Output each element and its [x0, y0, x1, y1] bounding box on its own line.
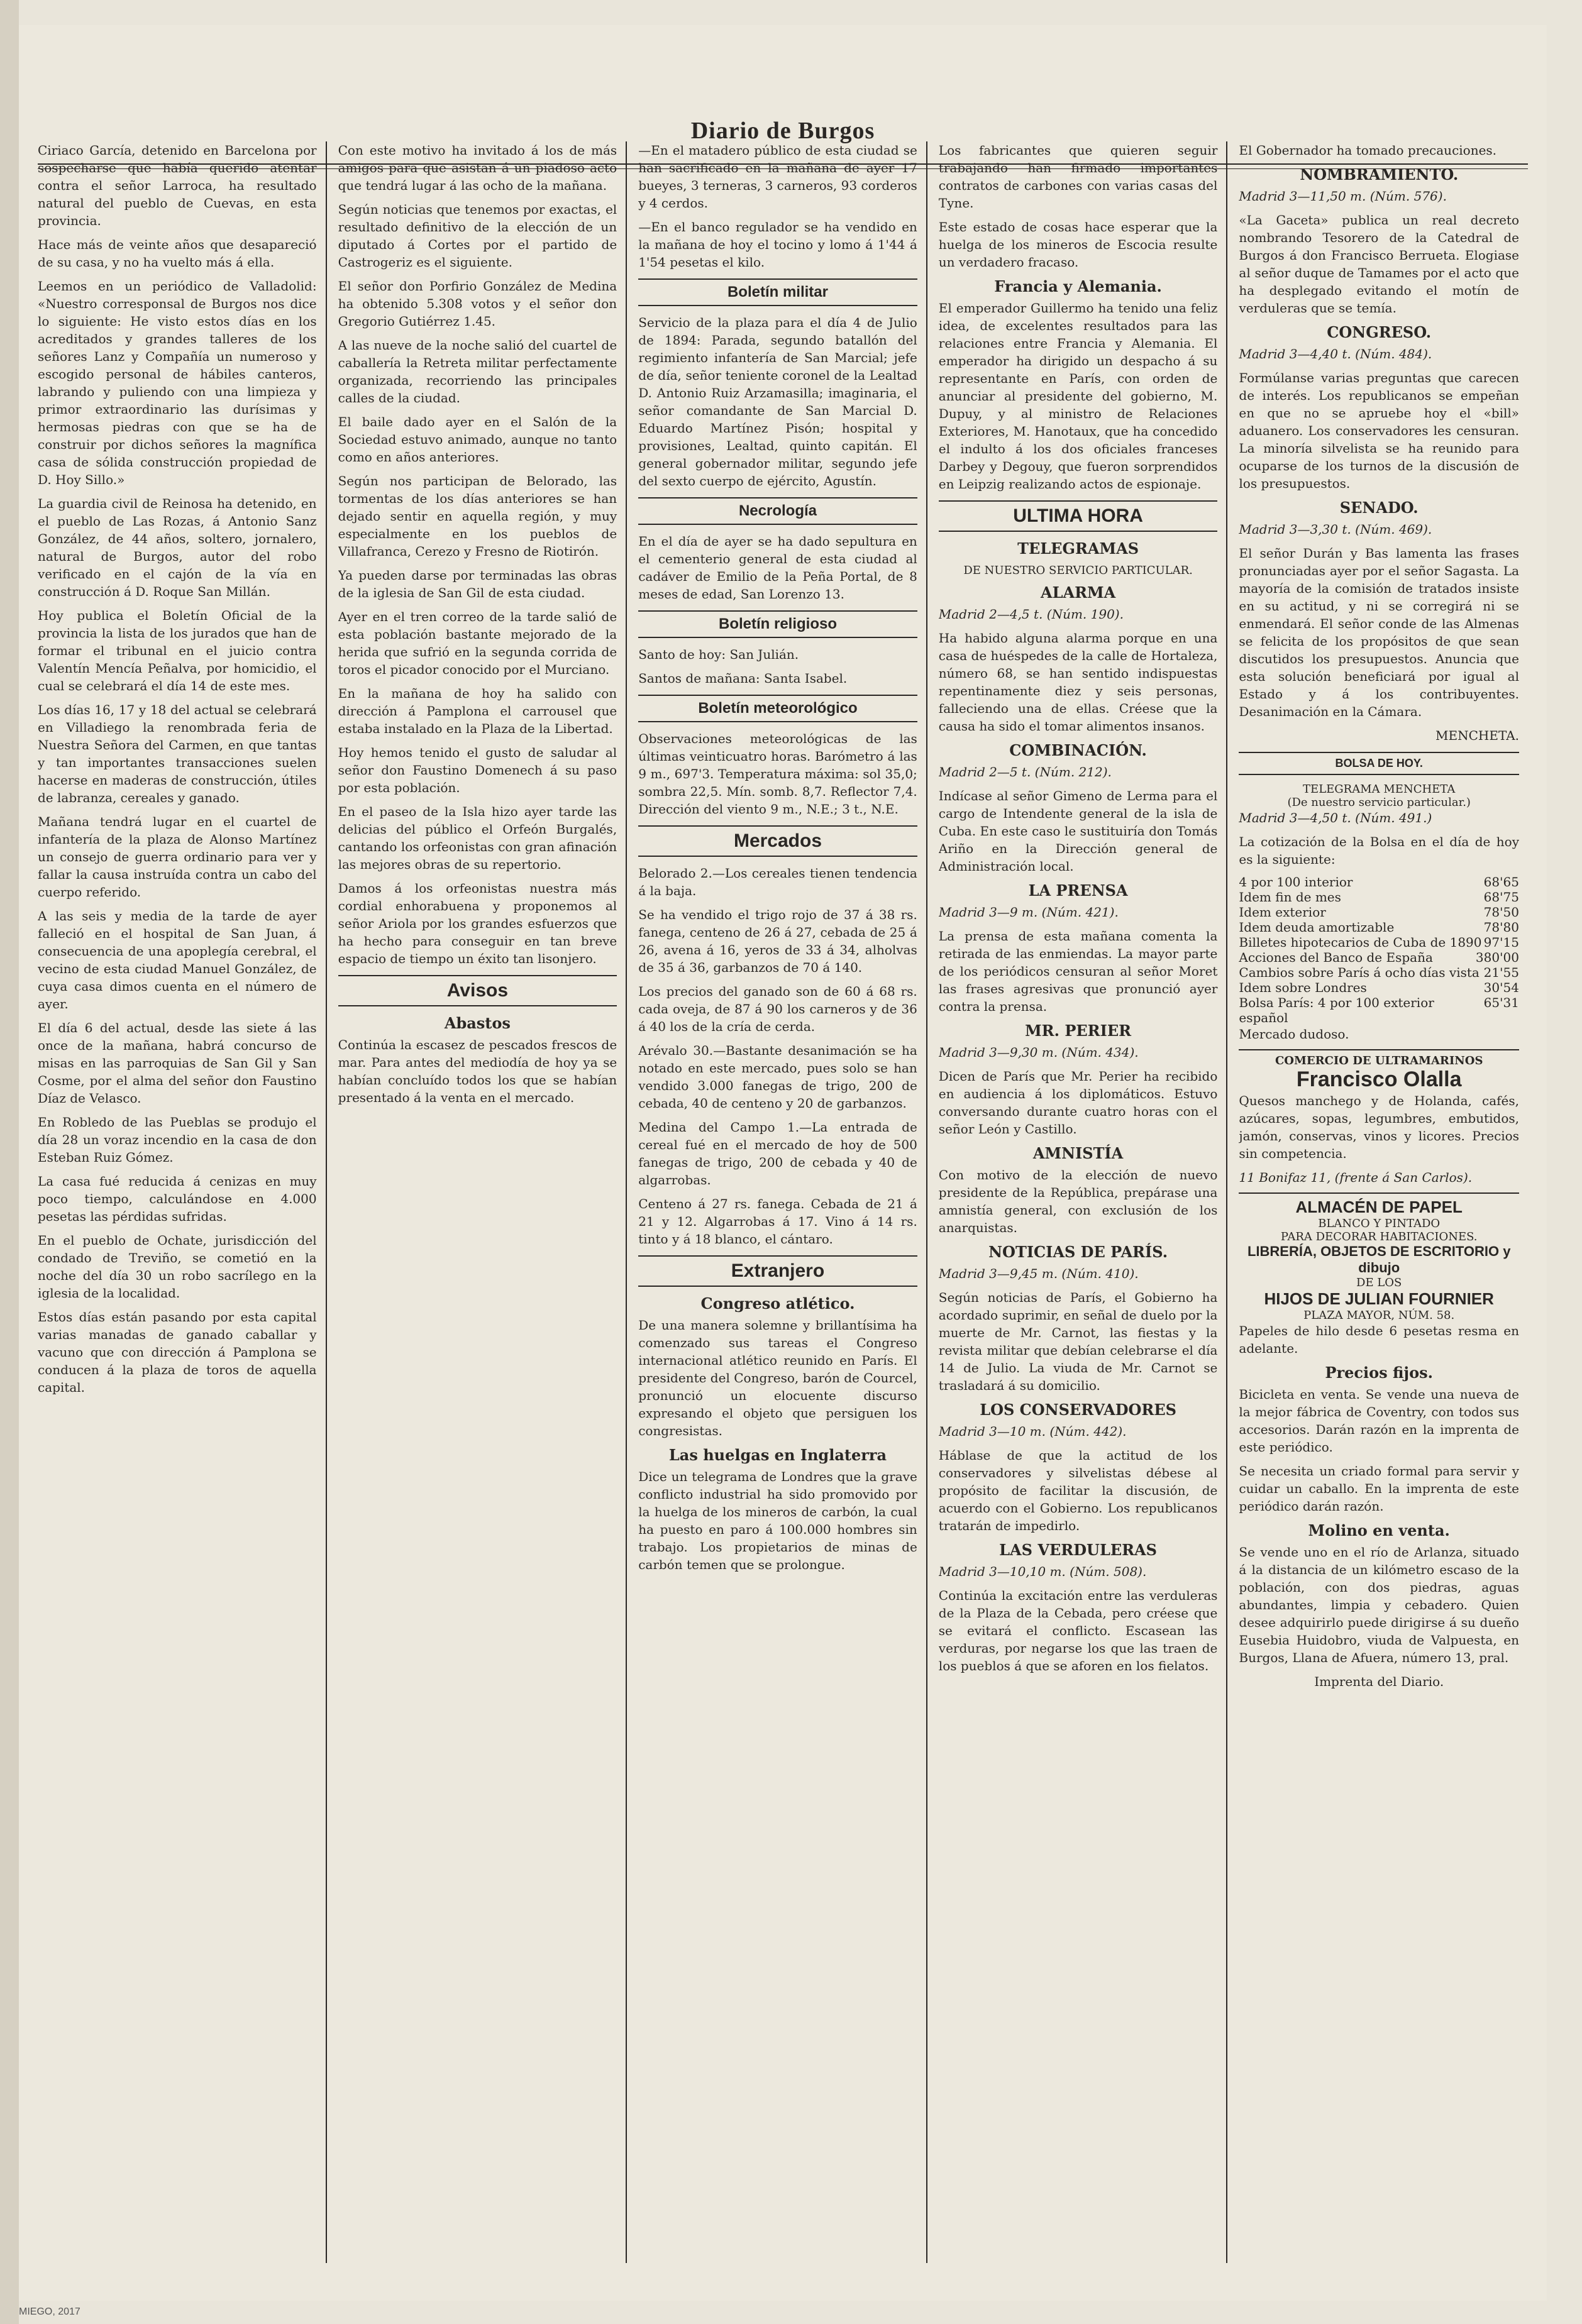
- telegram-dateline: Madrid 3—9 m. (Núm. 421).: [938, 905, 1119, 920]
- ultima-hora-heading: ULTIMA HORA: [939, 500, 1218, 532]
- article-paragraph: Los días 16, 17 y 18 del actual se celebrará en Villadiego la renombrada feria de Nuestra Señora del Carmen, en que tantas y tan importantes transacciones suelen hacerse en maderas de construcción, útiles de labranza, cereales y ganado.: [38, 702, 317, 805]
- article-paragraph: Hoy hemos tenido el gusto de saludar al señor don Faustino Domenech á su paso por esta población.: [338, 745, 617, 795]
- bolsa-row: [1239, 950, 1519, 965]
- ad-ultramarinos-text: Quesos manchego y de Holanda, cafés, azúcares, sopas, legumbres, embutidos, jamón, conservas, vinos y licores. Precios sin competencia.: [1239, 1093, 1519, 1161]
- mercados-paragraph: Se ha vendido el trigo rojo de 37 á 38 rs. fanega, centeno de 26 á 27, cebada de 25 á 26, avena á 16, yeros de 33 á 34, alholvas de 35 á 36, garbanzos de 70 á 140.: [638, 907, 917, 975]
- mercados-heading: Mercados: [638, 825, 917, 857]
- article-paragraph: Los fabricantes que quieren seguir trabajando han firmado importantes contratos de carbones con varias casas del Tyne.: [938, 143, 1218, 211]
- column-3: [638, 141, 927, 2263]
- extranjero-heading: Extranjero: [638, 1255, 917, 1287]
- article-paragraph: En Robledo de las Pueblas se produjo el día 28 un voraz incendio en la casa de don Esteban Ruiz Gómez.: [38, 1115, 317, 1165]
- article-paragraph: —En el banco regulador se ha vendido en la mañana de hoy el tocino y lomo á 1'44 á 1'54 pesetas el kilo.: [638, 219, 917, 270]
- article-paragraph: A las nueve de la noche salió del cuartel de caballería la Retreta militar perfectamente organizada, recorriendo las principales calles de la ciudad.: [338, 338, 617, 405]
- bolsa-label: Cambios sobre París á ocho días vista: [1239, 965, 1480, 980]
- bolsa-value: 380'00: [1475, 950, 1519, 965]
- bolsa-label: Idem fin de mes: [1239, 889, 1341, 905]
- article-paragraph: La guardia civil de Reinosa ha detenido, en el pueblo de Las Rozas, á Antonio Sanz González, de 44 años, soltero, jornalero, natural de Burgos, autor del robo verificado en el cajón de la vía en construcción á D. Roque San Millán.: [38, 496, 317, 599]
- article-paragraph: El Gobernador ha tomado precauciones.: [1239, 143, 1497, 158]
- bolsa-row: [1239, 995, 1519, 1025]
- article-paragraph: En la mañana de hoy ha salido con dirección á Pamplona el carrousel que estaba instalado en la Plaza de la Libertad.: [338, 686, 617, 736]
- boletin-religioso-heading: Boletín religioso: [638, 610, 917, 638]
- telegram-text: Formúlanse varias preguntas que carecen de interés. Los republicanos se empeñan en que no se apruebe hoy el «bill» aduanero. Los conservadores les censuran. La minoría silvelista se ha reunido para ocuparse de los turnos de la discusión de los presupuestos.: [1239, 370, 1519, 491]
- bolsa-intro: La cotización de la Bolsa en el día de hoy es la siguiente:: [1239, 834, 1519, 867]
- ad-papel: [1239, 1192, 1519, 1382]
- meteo-text: Observaciones meteorológicas de las últimas veinticuatro horas. Barómetro á las 9 m., 697'3. Temperatura máxima: sol 35,0; sombra 22,5. Mín. somb. 8,7. Reflector 7,4. Dirección del viento 9 m., N.E.; 3 t., N.E.: [638, 731, 917, 817]
- article-paragraph: Estos días están pasando por esta capital varias manadas de ganado caballar y vacuno que con dirección á Pamplona se conducen á la plaza de toros de aquella capital.: [38, 1309, 317, 1395]
- article-paragraph: Mañana tendrá lugar en el cuartel de infantería de la plaza de Alonso Martínez un consejo de guerra ordinario para ver y fallar la causa instruída contra un cabo del cuerpo referido.: [38, 814, 317, 900]
- telegram-heading: MR. PERIER: [1025, 1022, 1132, 1040]
- article-paragraph: Damos á los orfeonistas nuestra más cordial enhorabuena y proponemos al señor Ariola por los grandes esfuerzos que ha hecho para conseguir en tan breve espacio de tiempo un éxito tan lisonjero.: [338, 881, 617, 966]
- molino-heading: Molino en venta.: [1308, 1521, 1450, 1539]
- boletin-militar-text: Servicio de la plaza para el día 4 de Julio de 1894: Parada, segundo batallón del regimiento infantería de San Marcial; jefe de día, señor teniente coronel de la Lealtad D. Antonio Ruiz Arzamasilla; imaginaria, el señor comandante de San Marcial D. Eduardo Martínez Pisón; hospital y provisiones, Lealtad, quinto capitán. El general gobernador militar, segundo jefe del sexto cuerpo de ejército, Agustín.: [638, 315, 917, 488]
- column-1: [38, 141, 327, 2263]
- newspaper-title: Diario de Burgos: [690, 118, 875, 144]
- ad-ultramarinos-heading: COMERCIO DE ULTRAMARINOS: [1275, 1054, 1483, 1067]
- bolsa-value: 21'55: [1483, 965, 1519, 980]
- article-paragraph: Ya pueden darse por terminadas las obras de la iglesia de San Gil de esta ciudad.: [338, 568, 617, 600]
- congreso-atletico-text: De una manera solemne y brillantísima ha comenzado sus tareas el Congreso internacional atlético reunido en París. El presidente del Congreso, barón de Courcel, pronunció un elocuente discurso expresando el objeto que persiguen los congresistas.: [638, 1318, 917, 1438]
- telegram-heading: CONGRESO.: [1327, 323, 1432, 341]
- mercados-paragraph: Los precios del ganado son de 60 á 68 rs. cada oveja, de 87 á 90 los carneros y de 36 á 40 los de la cría de cerda.: [638, 984, 917, 1034]
- mercados-paragraph: Belorado 2.—Los cereales tienen tendencia á la baja.: [638, 866, 917, 898]
- boletin-militar-heading: Boletín militar: [638, 278, 917, 306]
- telegram-text: El señor Durán y Bas lamenta las frases pronunciadas ayer por el señor Sagasta. La mayoría de la comisión de tratados insiste en su actitud, y ni se corregirá ni se enmendará. El señor conde de las Almenas se felicita de los propósitos de que sean discutidos los presupuestos. Anuncia que esta solución beneficiará por igual al Estado y á los contribuyentes. Desanimación en la Cámara.: [1239, 546, 1519, 719]
- mercados-paragraph: Medina del Campo 1.—La entrada de cereal fué en el mercado de hoy de 500 fanegas de trigo, 200 de cebada y 40 de algarrobas.: [638, 1120, 917, 1187]
- bolsa-label: Idem deuda amortizable: [1239, 920, 1395, 935]
- congreso-atletico-heading: Congreso atlético.: [700, 1294, 855, 1313]
- santo-manana: Santos de mañana: Santa Isabel.: [638, 671, 848, 686]
- telegram-heading: NOTICIAS DE PARÍS.: [988, 1243, 1168, 1261]
- article-paragraph: En el paseo de la Isla hizo ayer tarde las delicias del público el Orfeón Burgalés, cantando los orfeonistas con gran afinación las mejores obras de su repertorio.: [338, 804, 617, 872]
- telegram-dateline: Madrid 2—4,5 t. (Núm. 190).: [938, 607, 1124, 622]
- signature: MENCHETA.: [1435, 728, 1519, 743]
- bolsa-row: [1239, 905, 1519, 920]
- article-paragraph: Hace más de veinte años que desapareció de su casa, y no ha vuelto más á ella.: [38, 237, 317, 270]
- telegram-text: Según noticias de París, el Gobierno ha acordado suprimir, en señal de duelo por la muerte de Mr. Carnot, las fiestas y la revista militar que debían celebrarse el día 14 de Julio. La viuda de Mr. Carnot se trasladará á su domicilio.: [938, 1290, 1218, 1393]
- telegram-heading: LA PRENSA: [1028, 881, 1128, 900]
- ad-papel-heading: ALMACÉN DE PAPEL: [1295, 1198, 1463, 1216]
- servicio-label: DE NUESTRO SERVICIO PARTICULAR.: [963, 564, 1193, 577]
- masthead: [19, 63, 1547, 144]
- francia-alemania-heading: Francia y Alemania.: [994, 277, 1162, 295]
- bolsa-row: [1239, 935, 1519, 950]
- bolsa-value: 97'15: [1483, 935, 1519, 950]
- bolsa-dateline: Madrid 3—4,50 t. (Núm. 491.): [1239, 810, 1432, 825]
- telegram-heading: AMNISTÍA: [1032, 1144, 1124, 1162]
- imprenta: Imprenta del Diario.: [1314, 1674, 1444, 1689]
- article-paragraph: Este estado de cosas hace esperar que la huelga de los mineros de Escocia resulte un verdadero fracaso.: [938, 219, 1218, 270]
- avisos-heading: Avisos: [338, 975, 617, 1006]
- bolsa-label: Idem sobre Londres: [1239, 980, 1367, 995]
- telegram-dateline: Madrid 3—9,30 m. (Núm. 434).: [938, 1045, 1139, 1060]
- article-paragraph: A las seis y media de la tarde de ayer falleció en el hospital de San Juan, á consecuencia de una apoplegía cerebral, el vecino de esta ciudad Manuel González, de cuya casa dimos cuenta en el número de ayer.: [38, 908, 317, 1011]
- bolsa-heading: BOLSA DE HOY.: [1239, 752, 1519, 775]
- mercados-paragraph: Arévalo 30.—Bastante desanimación se ha notado en este mercado, pues solo se han vendido 3.000 fanegas de trigo, 200 de cebada, 40 de centeno y 20 de garbanzos.: [638, 1043, 917, 1111]
- ad-bicicleta: Bicicleta en venta. Se vende una nueva de la mejor fábrica de Coventry, con todos sus accesorios. Darán razón en la imprenta de este periódico.: [1239, 1387, 1519, 1455]
- ad-ultramarinos-name: Francisco Olalla: [1296, 1067, 1462, 1091]
- telegram-dateline: Madrid 2—5 t. (Núm. 212).: [938, 764, 1112, 779]
- bolsa-label: Acciones del Banco de España: [1239, 950, 1433, 965]
- francia-alemania-text: El emperador Guillermo ha tenido una feliz idea, de excelentes resultados para las relaciones entre Francia y Alemania. El emperador ha dirigido un despacho á su representante en París, con orden de anunciar al presidente del gobierno, M. Dupuy, y al ministro de Relaciones Exteriores, M. Hanotaux, que ha concedido el indulto á los dos oficiales franceses Darbey y Degouy, que fueron sorprendidos en Leipzig realizando actos de espionaje.: [938, 300, 1218, 492]
- bolsa-closing: Mercado dudoso.: [1239, 1027, 1349, 1042]
- ad-papel-name: HIJOS DE JULIAN FOURNIER: [1264, 1289, 1494, 1308]
- telegram-dateline: Madrid 3—4,40 t. (Núm. 484).: [1239, 346, 1432, 361]
- telegram-dateline: Madrid 3—10 m. (Núm. 442).: [938, 1424, 1127, 1439]
- necrologia-heading: Necrología: [638, 497, 917, 525]
- ad-criado: Se necesita un criado formal para servir y cuidar un caballo. En la imprenta de este periódico darán razón.: [1239, 1463, 1519, 1514]
- bolsa-label: Billetes hipotecarios de Cuba de 1890: [1239, 935, 1482, 950]
- bolsa-value: 78'50: [1483, 905, 1519, 920]
- ad-ultramarinos-address: 11 Bonifaz 11, (frente á San Carlos).: [1239, 1170, 1473, 1185]
- boletin-meteorologico-heading: Boletín meteorológico: [638, 695, 917, 722]
- telegram-text: La prensa de esta mañana comenta la retirada de las enmiendas. La mayor parte de los periódicos censuran al señor Moret las frases agresivas que pronunció ayer contra la prensa.: [938, 928, 1218, 1014]
- bolsa-subtitle: TELEGRAMA MENCHETA: [1303, 783, 1456, 796]
- bolsa-row: [1239, 920, 1519, 935]
- column-4: [939, 141, 1228, 2263]
- bolsa-label: 4 por 100 interior: [1239, 874, 1353, 889]
- ad-ultramarinos: [1239, 1049, 1519, 1186]
- telegram-text: Háblase de que la actitud de los conservadores y silvelistas débese al propósito de facilitar la discusión, de acuerdo con el Gobierno. Los republicanos tratarán de impedirlo.: [938, 1448, 1218, 1533]
- telegram-dateline: Madrid 3—11,50 m. (Núm. 576).: [1239, 189, 1447, 204]
- newspaper-page: [19, 25, 1547, 2301]
- page-edge: [0, 0, 19, 2324]
- mercados-paragraph: Centeno á 27 rs. fanega. Cebada de 21 á 21 y 12. Algarrobas á 17. Vino á 14 rs. tinto y á 18 blanco, el cántaro.: [638, 1196, 917, 1247]
- telegram-text: Continúa la excitación entre las verduleras de la Plaza de la Cebada, pero créese que se evitará el conflicto. Escasean las verduras, por negarse los que las traen de los pueblos á que se aforen en los fielatos.: [938, 1588, 1218, 1673]
- ad-papel-by: DE LOS: [1356, 1276, 1402, 1289]
- article-paragraph: Ciriaco García, detenido en Barcelona por sospecharse que había querido atentar contra el señor Larroca, ha resultado natural del pueblo de Cuevas, en esta provincia.: [38, 143, 317, 228]
- telegram-dateline: Madrid 3—10,10 m. (Núm. 508).: [938, 1564, 1147, 1579]
- article-paragraph: Leemos en un periódico de Valladolid: «Nuestro corresponsal de Burgos nos dice lo siguiente: He visto estos días en los acreditados y grandes talleres de los señores Lanz y Compañía un numeroso y escogido personal de hábiles canteros, labrando y puliendo con una limpieza y primor extraordinario las durísimas y hermosas piedras con que se ha de construir por dichos señores la magnífica casa de sólida construcción propiedad de D. Hoy Sillo.»: [38, 278, 317, 487]
- ad-papel-sub2: PARA DECORAR HABITACIONES.: [1280, 1230, 1478, 1243]
- abastos-text: Continúa la escasez de pescados frescos de mar. Para antes del mediodía de hoy ya se habían concluído todos los que se habían presentado á la venta en el mercado.: [338, 1037, 617, 1105]
- ad-papel-address: PLAZA MAYOR, NÚM. 58.: [1303, 1309, 1455, 1322]
- telegram-dateline: Madrid 3—3,30 t. (Núm. 469).: [1239, 522, 1432, 537]
- telegram-heading: LAS VERDULERAS: [999, 1541, 1158, 1559]
- precios-fijos: Precios fijos.: [1325, 1363, 1433, 1382]
- article-paragraph: El día 6 del actual, desde las siete á las once de la mañana, habrá concurso de misas en las parroquias de San Gil y San Cosme, por el alma del señor don Faustino Díaz de Velasco.: [38, 1020, 317, 1106]
- huelgas-text: Dice un telegrama de Londres que la grave conflicto industrial ha sido promovido por la huelga de los mineros de carbón, la cual ha puesto en paro á 100.000 hombres sin trabajo. Los propietarios de minas de carbón temen que se prolongue.: [638, 1469, 917, 1572]
- article-paragraph: Con este motivo ha invitado á los de más amigos para que asistan á un piadoso acto que tendrá lugar á las ocho de la mañana.: [338, 143, 617, 193]
- bolsa-row: [1239, 980, 1519, 995]
- article-paragraph: El baile dado ayer en el Salón de la Sociedad estuvo animado, aunque no tanto como en años anteriores.: [338, 414, 617, 465]
- article-paragraph: Ayer en el tren correo de la tarde salió de esta población bastante mejorado de la herida que sufrió en la segunda corrida de toros el picador conocido por el Murciano.: [338, 609, 617, 677]
- bolsa-value: 78'80: [1483, 920, 1519, 935]
- article-paragraph: Según noticias que tenemos por exactas, el resultado definitivo de la elección de un diputado á Cortes por el partido de Castrogeriz es el siguiente.: [338, 202, 617, 270]
- bolsa-label: Bolsa París: 4 por 100 exterior español: [1239, 995, 1434, 1025]
- telegram-text: Ha habido alguna alarma porque en una casa de huéspedes de la calle de Hortaleza, número 68, se han sentido indispuestas repentinamente diez y seis personas, falleciendo una de ellas. Créese que la causa ha sido el tomar alimentos insanos.: [938, 631, 1218, 734]
- necrologia-text: En el día de ayer se ha dado sepultura en el cementerio general de esta ciudad al cadáver de Emilio de la Peña Portal, de 8 meses de edad, San Lorenzo 13.: [638, 534, 917, 602]
- abastos-heading: Abastos: [444, 1014, 511, 1032]
- telegram-text: Dicen de París que Mr. Perier ha recibido en audiencia á los diplomáticos. Estuvo conversando durante cuatro horas con el señor León y Castillo.: [938, 1069, 1218, 1137]
- bolsa-subtitle-2: (De nuestro servicio particular.): [1287, 796, 1471, 809]
- article-paragraph: La casa fué reducida á cenizas en muy poco tiempo, calculándose en 4.000 pesetas las pérdidas sufridas.: [38, 1174, 317, 1224]
- column-2: [338, 141, 628, 2263]
- bolsa-value: 65'31: [1483, 995, 1519, 1010]
- huelgas-heading: Las huelgas en Inglaterra: [668, 1446, 887, 1464]
- ad-papel-line: LIBRERÍA, OBJETOS DE ESCRITORIO y dibujo: [1247, 1243, 1511, 1275]
- molino-text: Se vende uno en el río de Arlanza, situado á la distancia de un kilómetro escaso de la población, con dos piedras, aguas abundantes, limpia y cebadero. Quien desee adquirirlo puede dirigirse á su dueño Eusebia Huidobro, viuda de Valpuesta, en Burgos, Llana de Afuera, número 13, pral.: [1239, 1545, 1519, 1665]
- bolsa-value: 30'54: [1483, 980, 1519, 995]
- telegram-text: Indícase al señor Gimeno de Lerma para el cargo de Intendente general de la isla de Cuba. En este caso le sustituiría don Tomás Ariño en la Dirección general de Administración local.: [938, 788, 1218, 874]
- bolsa-row: [1239, 965, 1519, 980]
- telegram-heading: LOS CONSERVADORES: [980, 1401, 1176, 1419]
- article-paragraph: En el pueblo de Ochate, jurisdicción del condado de Treviño, se cometió en la noche del día 30 un robo sacrílego en la iglesia de la localidad.: [38, 1233, 317, 1301]
- article-paragraph: Según nos participan de Belorado, las tormentas de los días anteriores se han dejado sentir en aquella región, y muy especialmente en los pueblos de Villafranca, Cerezo y Fresno de Riotirón.: [338, 473, 617, 559]
- archive-tag: MIEGO, 2017: [19, 2306, 80, 2317]
- telegramas-label: TELEGRAMAS: [1017, 539, 1139, 558]
- bolsa-row: [1239, 889, 1519, 905]
- column-5: [1239, 141, 1528, 2263]
- telegram-text: «La Gaceta» publica un real decreto nombrando Tesorero de la Catedral de Burgos á don Francisco Berrueta. Elogiase al señor duque de Tamames por el acto que ha desplegado evitando el motín de verduleras que se temía.: [1239, 212, 1519, 316]
- telegram-text: Con motivo de la elección de nuevo presidente de la República, prepárase una amnistía general, con exclusión de los anarquistas.: [938, 1167, 1218, 1235]
- article-paragraph: —En el matadero público de esta ciudad se han sacrificado en la mañana de ayer 17 bueyes, 3 terneras, 3 carneros, 93 corderos y 4 cerdos.: [638, 143, 917, 211]
- ad-papel-text: Papeles de hilo desde 6 pesetas resma en adelante.: [1239, 1323, 1519, 1356]
- bolsa-value: 68'75: [1483, 889, 1519, 905]
- santo-hoy: Santo de hoy: San Julián.: [638, 647, 799, 662]
- telegram-heading: COMBINACIÓN.: [1009, 741, 1147, 759]
- bolsa-row: [1239, 874, 1519, 889]
- bolsa-value: 68'65: [1483, 874, 1519, 889]
- telegram-dateline: Madrid 3—9,45 m. (Núm. 410).: [938, 1266, 1139, 1281]
- article-paragraph: Hoy publica el Boletín Oficial de la provincia la lista de los jurados que han de formar el tribunal en el juicio contra Valentín Mencía Peñalva, por homicidio, el cual se celebrará el día 14 de este mes.: [38, 608, 317, 693]
- bolsa-label: Idem exterior: [1239, 905, 1326, 920]
- telegram-heading: ALARMA: [1040, 583, 1116, 602]
- telegram-heading: SENADO.: [1339, 498, 1419, 517]
- columns: [38, 141, 1528, 2263]
- bolsa-table: [1239, 874, 1519, 1025]
- telegram-heading: NOMBRAMIENTO.: [1300, 165, 1459, 184]
- article-paragraph: El señor don Porfirio González de Medina ha obtenido 5.308 votos y el señor don Gregorio Gutiérrez 1.45.: [338, 278, 617, 329]
- ad-papel-sub: BLANCO Y PINTADO: [1318, 1217, 1441, 1230]
